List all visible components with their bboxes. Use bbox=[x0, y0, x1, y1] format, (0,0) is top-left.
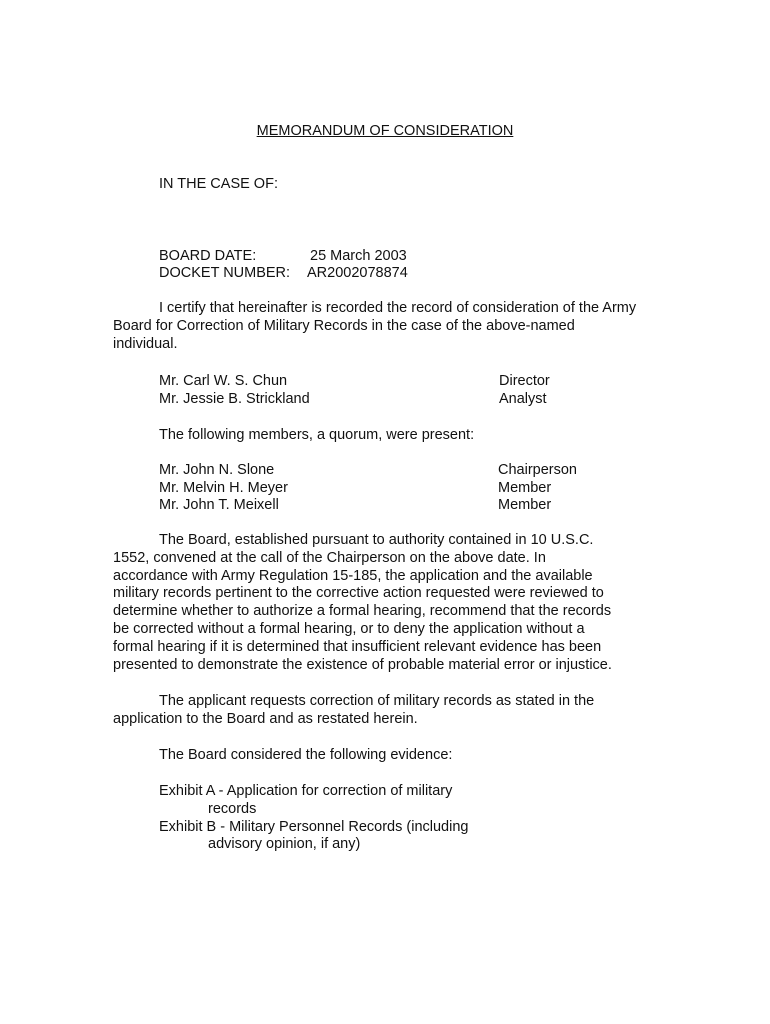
paragraph-line: The applicant requests correction of military records as stated in the bbox=[159, 693, 595, 709]
memo-title: MEMORANDUM OF CONSIDERATION bbox=[256, 123, 514, 139]
exhibit-b-line2: advisory opinion, if any) bbox=[208, 836, 361, 852]
paragraph-line: determine whether to authorize a formal hearing, recommend that the records bbox=[113, 603, 612, 620]
paragraph-line: The Board, established pursuant to authority contained in 10 U.S.C. bbox=[159, 532, 594, 548]
exhibit-a-line1: Exhibit A - Application for correction of military bbox=[159, 783, 453, 799]
paragraph-line: 1552, convened at the call of the Chairperson on the above date. In bbox=[113, 549, 546, 566]
paragraph-line: application to the Board and as restated herein. bbox=[113, 710, 418, 727]
paragraph-line: Board for Correction of Military Records in the case of the above-named bbox=[113, 317, 575, 334]
member-name: Mr. John N. Slone bbox=[159, 462, 275, 478]
case-label: IN THE CASE OF: bbox=[159, 176, 278, 192]
exhibit-b-line1: Exhibit B - Military Personnel Records (including bbox=[159, 819, 469, 835]
certify-paragraph bbox=[113, 300, 673, 353]
docket-value: AR2002078874 bbox=[307, 265, 408, 281]
staff-role: Director bbox=[499, 373, 550, 389]
member-role: Member bbox=[498, 497, 552, 513]
member-role: Member bbox=[498, 480, 552, 496]
paragraph-line: I certify that hereinafter is recorded the record of consideration of the Army bbox=[159, 300, 637, 316]
docket-label: DOCKET NUMBER: bbox=[159, 265, 291, 281]
staff-name: Mr. Carl W. S. Chun bbox=[159, 373, 288, 389]
board-paragraph bbox=[113, 532, 673, 674]
paragraph-line: formal hearing if it is determined that insufficient relevant evidence has been bbox=[113, 638, 602, 655]
paragraph-line: presented to demonstrate the existence of probable material error or injustice. bbox=[113, 656, 612, 673]
board-date-label: BOARD DATE: bbox=[159, 248, 257, 264]
member-role: Chairperson bbox=[498, 462, 577, 478]
paragraph-line: be corrected without a formal hearing, or to deny the application without a bbox=[113, 620, 585, 637]
board-date-value: 25 March 2003 bbox=[310, 248, 407, 264]
evidence-intro: The Board considered the following evidence: bbox=[159, 747, 453, 763]
exhibit-a-line2: records bbox=[208, 801, 257, 817]
member-name: Mr. Melvin H. Meyer bbox=[159, 480, 288, 496]
paragraph-line: individual. bbox=[113, 335, 178, 352]
staff-role: Analyst bbox=[499, 391, 547, 407]
paragraph-line: military records pertinent to the corrective action requested were reviewed to bbox=[113, 585, 604, 602]
member-name: Mr. John T. Meixell bbox=[159, 497, 279, 513]
paragraph-line: accordance with Army Regulation 15-185, the application and the available bbox=[113, 567, 593, 584]
quorum-text: The following members, a quorum, were present: bbox=[159, 427, 475, 443]
applicant-paragraph bbox=[113, 693, 673, 729]
staff-name: Mr. Jessie B. Strickland bbox=[159, 391, 310, 407]
